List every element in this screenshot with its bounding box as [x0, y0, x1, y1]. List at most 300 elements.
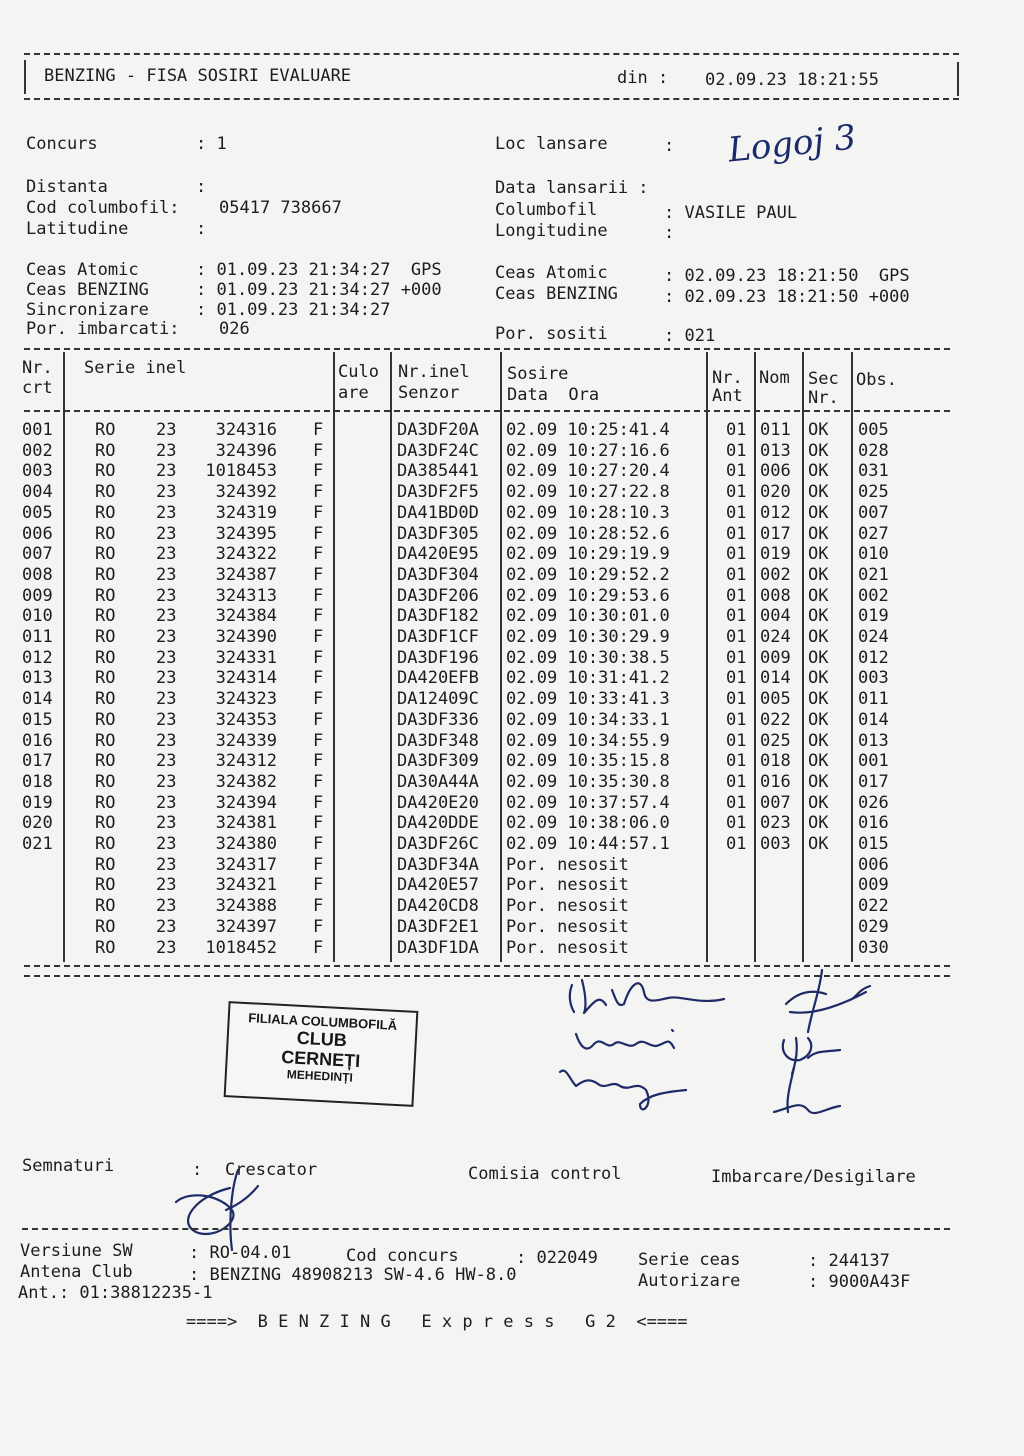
latitudine-value: : [196, 219, 207, 239]
ring-number: 324323 [215, 689, 277, 710]
sincronizare-label: Sincronizare [26, 300, 149, 320]
concurs-value: : 1 [196, 134, 227, 154]
atomic-clock-arrival-value: : 02.09.23 18:21:50 GPS [664, 266, 910, 286]
antena-club-label: Antena Club [20, 1262, 133, 1282]
row-nr-crt: 008 [22, 564, 53, 585]
latitudine-label: Latitudine [26, 219, 129, 239]
atomic-clock-arrival-label: Ceas Atomic [495, 263, 608, 283]
nom: 019 [760, 544, 791, 565]
sec-status: OK [808, 606, 829, 627]
ring-year: 23 [156, 627, 177, 647]
sec-status: OK [808, 792, 829, 813]
header-nr-ant: Nr. [712, 368, 743, 388]
nom: 006 [760, 461, 791, 482]
ring-number: 324396 [215, 440, 277, 461]
sec-status: OK [808, 461, 829, 482]
benzing-express-brand: ====> B E N Z I N G E x p r e s s G 2 <==== [186, 1312, 688, 1332]
row-nr-crt: 002 [22, 440, 53, 461]
ring-number: 1018453 [205, 461, 277, 482]
longitudine-value: : [664, 223, 675, 243]
antenna-nr: 01 [726, 606, 747, 627]
sex: F [313, 854, 324, 875]
cod-concurs-label: Cod concurs [346, 1246, 459, 1266]
sex: F [313, 792, 324, 813]
sec-status: OK [808, 544, 829, 565]
obs-nr: 014 [858, 709, 889, 730]
ring-country: RO [95, 813, 116, 834]
ring-year: 23 [156, 916, 177, 937]
sec-status: OK [808, 730, 829, 751]
header-ant: Ant [712, 386, 743, 406]
sensor-id: DA3DF309 [397, 751, 479, 772]
table-row [0, 793, 1024, 813]
table-row [0, 420, 1024, 440]
sensor-id: DA3DF2F5 [397, 482, 479, 503]
ring-number: 1018452 [205, 937, 277, 958]
report-date-value: 02.09.23 18:21:55 [705, 70, 879, 90]
sec-status: OK [808, 668, 829, 689]
ring-year: 23 [156, 792, 177, 813]
table-row [0, 668, 1024, 688]
sex: F [313, 875, 324, 896]
nom: 012 [760, 502, 791, 523]
sex: F [313, 689, 324, 710]
ring-year: 23 [156, 544, 177, 565]
row-nr-crt: 001 [22, 420, 53, 440]
stamp-line-mehedinti: MEHEDINȚI [286, 1067, 354, 1085]
nom: 017 [760, 523, 791, 544]
sensor-id: DA3DF182 [397, 606, 479, 627]
ring-country: RO [95, 875, 116, 896]
sensor-id: DA420E20 [397, 792, 479, 813]
table-row [0, 813, 1024, 833]
columbofil-label: Columbofil [495, 200, 598, 220]
sensor-id: DA3DF20A [397, 420, 479, 440]
nom: 005 [760, 689, 791, 710]
obs-nr: 017 [858, 771, 889, 792]
arrival-time: Por. nesosit [506, 916, 629, 937]
ring-number: 324382 [215, 771, 277, 792]
ring-number: 324381 [215, 813, 277, 834]
arrival-time: 02.09 10:31:41.2 [506, 668, 670, 689]
ceas-atomic-label: Ceas Atomic [26, 260, 139, 280]
table-row [0, 586, 1024, 606]
nom: 014 [760, 668, 791, 689]
sex: F [313, 440, 324, 461]
data-lansarii-label: Data lansarii : [495, 178, 649, 198]
obs-nr: 031 [858, 461, 889, 482]
ring-year: 23 [156, 834, 177, 854]
sensor-id: DA41BD0D [397, 502, 479, 523]
obs-nr: 006 [858, 854, 889, 875]
header-right-border [957, 62, 959, 96]
cod-concurs-value: : 022049 [516, 1248, 598, 1268]
distanta-value: : [196, 177, 207, 197]
row-nr-crt: 003 [22, 461, 53, 482]
sensor-id: DA3DF305 [397, 523, 479, 544]
ring-country: RO [95, 420, 116, 440]
row-nr-crt: 020 [22, 813, 53, 834]
row-nr-crt: 005 [22, 502, 53, 523]
sec-status: OK [808, 709, 829, 730]
serie-ceas-value: : 244137 [808, 1251, 890, 1271]
versiune-sw-value: : RO-04.01 [189, 1243, 292, 1263]
row-nr-crt: 015 [22, 709, 53, 730]
obs-nr: 002 [858, 585, 889, 606]
nom: 025 [760, 730, 791, 751]
obs-nr: 013 [858, 730, 889, 751]
serie-ceas-label: Serie ceas [638, 1250, 741, 1270]
nom: 013 [760, 440, 791, 461]
ring-year: 23 [156, 461, 177, 482]
row-nr-crt: 019 [22, 792, 53, 813]
row-nr-crt: 017 [22, 751, 53, 772]
obs-nr: 011 [858, 689, 889, 710]
antenna-nr: 01 [726, 647, 747, 668]
sex: F [313, 502, 324, 523]
obs-nr: 007 [858, 502, 889, 523]
ring-country: RO [95, 854, 116, 875]
arrival-time: 02.09 10:27:20.4 [506, 461, 670, 482]
header-bottom-border [24, 98, 959, 100]
sex: F [313, 937, 324, 958]
header-top-border [24, 53, 959, 55]
sec-status: OK [808, 482, 829, 503]
club-stamp [224, 1001, 419, 1107]
sex: F [313, 482, 324, 503]
sensor-id: DA3DF2E1 [397, 916, 479, 937]
sec-status: OK [808, 751, 829, 772]
ring-country: RO [95, 730, 116, 751]
arrival-time: 02.09 10:34:33.1 [506, 709, 670, 730]
sex: F [313, 420, 324, 440]
ring-year: 23 [156, 564, 177, 585]
sec-status: OK [808, 585, 829, 606]
ring-year: 23 [156, 730, 177, 751]
sensor-id: DA3DF336 [397, 709, 479, 730]
ceas-benzing-label: Ceas BENZING [26, 280, 149, 300]
sex: F [313, 668, 324, 689]
table-row [0, 606, 1024, 626]
imbarcati-label: Por. imbarcati: [26, 319, 180, 339]
antenna-nr: 01 [726, 627, 747, 647]
stamp-line-cerneti: CERNEȚI [280, 1046, 361, 1072]
sec-status: OK [808, 523, 829, 544]
arrival-time: Por. nesosit [506, 875, 629, 896]
ring-number: 324316 [215, 420, 277, 440]
antenna-nr: 01 [726, 585, 747, 606]
sec-status: OK [808, 813, 829, 834]
sex: F [313, 771, 324, 792]
ring-country: RO [95, 916, 116, 937]
table-row [0, 917, 1024, 937]
ring-year: 23 [156, 709, 177, 730]
sensor-id: DA30A44A [397, 771, 479, 792]
obs-nr: 021 [858, 564, 889, 585]
antenna-nr: 01 [726, 813, 747, 834]
header-nom: Nom [759, 368, 790, 388]
antenna-nr: 01 [726, 751, 747, 772]
sensor-id: DA3DF304 [397, 564, 479, 585]
row-nr-crt: 013 [22, 668, 53, 689]
antenna-nr: 01 [726, 523, 747, 544]
arrival-time: 02.09 10:28:10.3 [506, 502, 670, 523]
header-nr-inel: Nr.inel [398, 362, 470, 382]
ring-number: 324384 [215, 606, 277, 627]
antenna-nr: 01 [726, 792, 747, 813]
ring-number: 324392 [215, 482, 277, 503]
ring-country: RO [95, 896, 116, 917]
obs-nr: 005 [858, 420, 889, 440]
benzing-clock-arrival-value: : 02.09.23 18:21:50 +000 [664, 287, 910, 307]
sex: F [313, 834, 324, 854]
table-row [0, 875, 1024, 895]
sex: F [313, 751, 324, 772]
columbofil-value: : VASILE PAUL [664, 203, 798, 223]
obs-nr: 026 [858, 792, 889, 813]
ring-number: 324390 [215, 627, 277, 647]
antena-id: Ant.: 01:38812235-1 [18, 1283, 213, 1303]
table-row [0, 441, 1024, 461]
arrival-time: 02.09 10:33:41.3 [506, 689, 670, 710]
arrival-time: 02.09 10:37:57.4 [506, 792, 670, 813]
semnaturi-sep: : [192, 1160, 203, 1180]
ring-year: 23 [156, 896, 177, 917]
stamp-line-club: CLUB [296, 1027, 348, 1051]
obs-nr: 030 [858, 937, 889, 958]
ring-year: 23 [156, 937, 177, 958]
ring-number: 324388 [215, 896, 277, 917]
ring-year: 23 [156, 854, 177, 875]
row-nr-crt: 016 [22, 730, 53, 751]
arrival-time: 02.09 10:29:53.6 [506, 585, 670, 606]
header-crt: crt [22, 378, 53, 398]
row-nr-crt: 018 [22, 771, 53, 792]
arrival-time: 02.09 10:38:06.0 [506, 813, 670, 834]
sensor-id: DA420EFB [397, 668, 479, 689]
antenna-nr: 01 [726, 440, 747, 461]
ring-year: 23 [156, 875, 177, 896]
header-sec: Sec [808, 369, 839, 389]
ring-number: 324395 [215, 523, 277, 544]
sec-status: OK [808, 564, 829, 585]
header-senzor: Senzor [398, 383, 460, 403]
sex: F [313, 709, 324, 730]
arrival-time: 02.09 10:30:38.5 [506, 647, 670, 668]
obs-nr: 010 [858, 544, 889, 565]
loc-lansare-label: Loc lansare [495, 134, 608, 154]
autorizare-value: : 9000A43F [808, 1272, 911, 1292]
ring-country: RO [95, 771, 116, 792]
cod-columbofil-value: 05417 738667 [219, 198, 342, 218]
sex: F [313, 647, 324, 668]
row-nr-crt: 021 [22, 834, 53, 854]
ring-number: 324397 [215, 916, 277, 937]
sensor-id: DA420DDE [397, 813, 479, 834]
table-row [0, 896, 1024, 916]
arrival-time: 02.09 10:27:22.8 [506, 482, 670, 503]
sensor-id: DA3DF348 [397, 730, 479, 751]
nom: 009 [760, 647, 791, 668]
ring-number: 324319 [215, 502, 277, 523]
obs-nr: 019 [858, 606, 889, 627]
benzing-clock-arrival-label: Ceas BENZING [495, 284, 618, 304]
antenna-nr: 01 [726, 771, 747, 792]
table-row [0, 855, 1024, 875]
ring-year: 23 [156, 813, 177, 834]
ring-year: 23 [156, 606, 177, 627]
table-row [0, 544, 1024, 564]
sec-status: OK [808, 647, 829, 668]
arrival-time: Por. nesosit [506, 854, 629, 875]
ring-number: 324353 [215, 709, 277, 730]
antenna-nr: 01 [726, 544, 747, 565]
nom: 024 [760, 627, 791, 647]
ring-year: 23 [156, 523, 177, 544]
ring-number: 324394 [215, 792, 277, 813]
table-row [0, 689, 1024, 709]
ring-year: 23 [156, 502, 177, 523]
nom: 016 [760, 771, 791, 792]
header-data-ora: Data Ora [507, 385, 600, 405]
table-row [0, 461, 1024, 481]
table-row [0, 648, 1024, 668]
ring-year: 23 [156, 440, 177, 461]
nom: 003 [760, 834, 791, 854]
antenna-nr: 01 [726, 668, 747, 689]
arrival-time: 02.09 10:28:52.6 [506, 523, 670, 544]
autorizare-label: Autorizare [638, 1271, 741, 1291]
arrival-time: 02.09 10:30:01.0 [506, 606, 670, 627]
stamp-line-filiala: FILIALA COLUMBOFILĂ [247, 1010, 398, 1033]
ring-year: 23 [156, 668, 177, 689]
nom: 011 [760, 420, 791, 440]
header-serie-inel: Serie inel [84, 358, 187, 378]
sositi-value: : 021 [664, 326, 716, 346]
row-nr-crt: 007 [22, 544, 53, 565]
ring-country: RO [95, 585, 116, 606]
table-row [0, 938, 1024, 958]
antenna-nr: 01 [726, 461, 747, 482]
obs-nr: 028 [858, 440, 889, 461]
crescator-label: Crescator [225, 1160, 318, 1180]
ring-year: 23 [156, 420, 177, 440]
antenna-nr: 01 [726, 420, 747, 440]
table-top-border [24, 348, 950, 350]
sensor-id: DA420E95 [397, 544, 479, 565]
nom: 002 [760, 564, 791, 585]
row-nr-crt: 010 [22, 606, 53, 627]
obs-nr: 022 [858, 896, 889, 917]
arrival-time: 02.09 10:34:55.9 [506, 730, 670, 751]
sensor-id: DA420E57 [397, 875, 479, 896]
arrival-time: 02.09 10:27:16.6 [506, 440, 670, 461]
header-sosire: Sosire [507, 364, 569, 384]
obs-nr: 009 [858, 875, 889, 896]
nom: 008 [760, 585, 791, 606]
ring-country: RO [95, 709, 116, 730]
sensor-id: DA420CD8 [397, 896, 479, 917]
ring-number: 324331 [215, 647, 277, 668]
ring-country: RO [95, 564, 116, 585]
table-row [0, 627, 1024, 647]
sex: F [313, 606, 324, 627]
ring-number: 324314 [215, 668, 277, 689]
header-are: are [338, 383, 369, 403]
sensor-id: DA3DF1CF [397, 627, 479, 647]
ring-country: RO [95, 544, 116, 565]
sex: F [313, 896, 324, 917]
row-nr-crt: 004 [22, 482, 53, 503]
sec-status: OK [808, 502, 829, 523]
table-row [0, 565, 1024, 585]
table-row [0, 731, 1024, 751]
nom: 020 [760, 482, 791, 503]
ring-country: RO [95, 834, 116, 854]
sositi-label: Por. sositi [495, 324, 608, 344]
ring-number: 324322 [215, 544, 277, 565]
sex: F [313, 523, 324, 544]
obs-nr: 003 [858, 668, 889, 689]
sec-status: OK [808, 834, 829, 854]
antenna-nr: 01 [726, 564, 747, 585]
ring-country: RO [95, 627, 116, 647]
arrival-time: 02.09 10:35:15.8 [506, 751, 670, 772]
sensor-id: DA3DF1DA [397, 937, 479, 958]
arrival-time: Por. nesosit [506, 896, 629, 917]
table-row [0, 772, 1024, 792]
ring-number: 324312 [215, 751, 277, 772]
obs-nr: 029 [858, 916, 889, 937]
ring-country: RO [95, 440, 116, 461]
concurs-label: Concurs [26, 134, 98, 154]
sincronizare-value: : 01.09.23 21:34:27 [196, 300, 391, 320]
table-row [0, 503, 1024, 523]
sec-status: OK [808, 420, 829, 440]
longitudine-label: Longitudine [495, 221, 608, 241]
row-nr-crt: 014 [22, 689, 53, 710]
header-obs: Obs. [856, 370, 897, 390]
nom: 007 [760, 792, 791, 813]
arrival-time: 02.09 10:35:30.8 [506, 771, 670, 792]
footer-top-border [22, 1228, 950, 1230]
table-row [0, 834, 1024, 854]
table-bottom-border-2 [24, 975, 950, 977]
ring-number: 324313 [215, 585, 277, 606]
sensor-id: DA3DF206 [397, 585, 479, 606]
obs-nr: 001 [858, 751, 889, 772]
arrival-time: 02.09 10:44:57.1 [506, 834, 670, 854]
obs-nr: 015 [858, 834, 889, 854]
sensor-id: DA12409C [397, 689, 479, 710]
sec-status: OK [808, 771, 829, 792]
sex: F [313, 564, 324, 585]
distanta-label: Distanta [26, 177, 108, 197]
antenna-nr: 01 [726, 502, 747, 523]
ring-country: RO [95, 606, 116, 627]
row-nr-crt: 011 [22, 627, 53, 647]
sex: F [313, 461, 324, 482]
sex: F [313, 813, 324, 834]
arrival-time: 02.09 10:29:19.9 [506, 544, 670, 565]
ring-number: 324387 [215, 564, 277, 585]
antena-club-value: : BENZING 48908213 SW-4.6 HW-8.0 [189, 1265, 517, 1285]
nom: 004 [760, 606, 791, 627]
nom: 018 [760, 751, 791, 772]
ring-country: RO [95, 668, 116, 689]
arrival-time: 02.09 10:30:29.9 [506, 627, 670, 647]
header-sec-nr: Nr. [808, 388, 839, 408]
